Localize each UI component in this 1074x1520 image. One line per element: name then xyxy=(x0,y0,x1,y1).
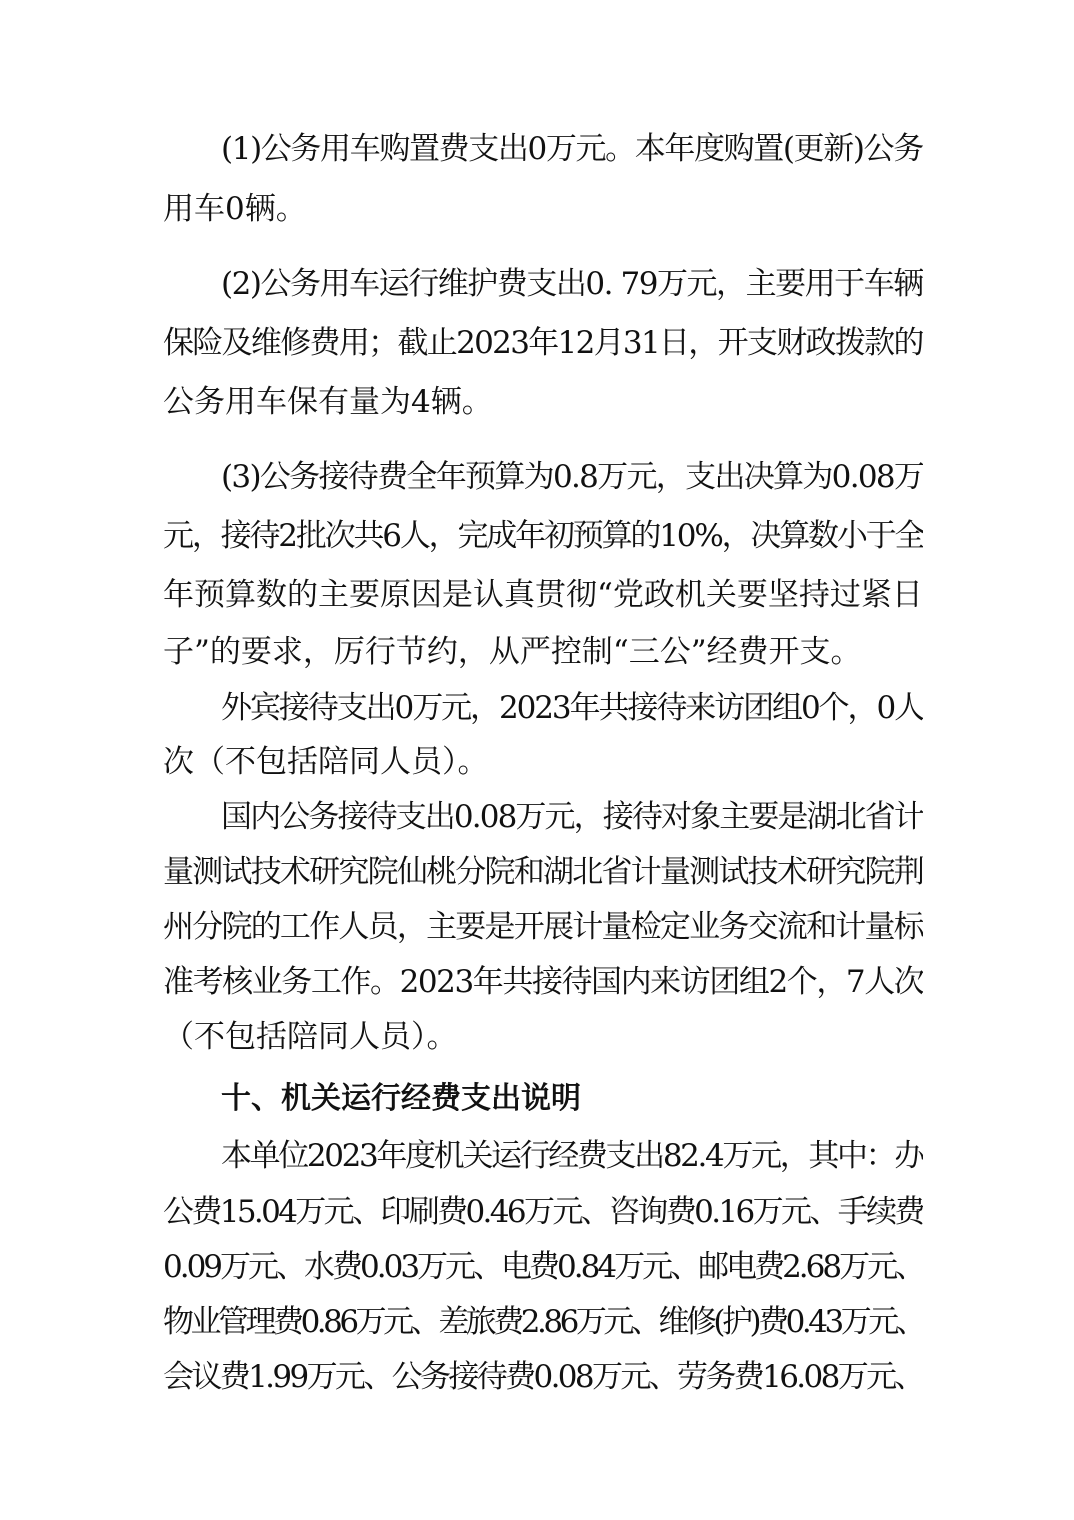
paragraph-line: 会议费1.99万元、公务接待费0.08万元、劳务费16.08万元、 xyxy=(163,1359,923,1395)
paragraph-line: 准考核业务工作。2023年共接待国内来访团组2个，7人次 xyxy=(163,964,923,1000)
paragraph-line: 子”的要求，厉行节约，从严控制“三公”经费开支。 xyxy=(163,634,862,670)
paragraph-line: 量测试技术研究院仙桃分院和湖北省计量测试技术研究院荆 xyxy=(163,854,923,890)
paragraph-line: 次（不包括陪同人员）。 xyxy=(163,744,489,780)
paragraph-line: (2)公务用车运行维护费支出0. 79万元，主要用于车辆 xyxy=(221,266,923,302)
paragraph-line: 0.09万元、水费0.03万元、电费0.84万元、邮电费2.68万元、 xyxy=(163,1249,923,1285)
paragraph-line: 元，接待2批次共6人，完成年初预算的10%，决算数小于全 xyxy=(163,518,923,554)
paragraph-line: 公务用车保有量为4辆。 xyxy=(163,384,493,420)
paragraph-line: （不包括陪同人员）。 xyxy=(163,1019,458,1055)
paragraph-line: 物业管理费0.86万元、差旅费2.86万元、维修(护)费0.43万元、 xyxy=(163,1304,923,1340)
paragraph-line: 保险及维修费用；截止2023年12月31日，开支财政拨款的 xyxy=(163,325,923,361)
paragraph-line: 州分院的工作人员，主要是开展计量检定业务交流和计量标 xyxy=(163,909,923,945)
section-heading: 十、机关运行经费支出说明 xyxy=(221,1081,581,1116)
paragraph-line: (1)公务用车购置费支出0万元。本年度购置(更新)公务 xyxy=(221,131,923,167)
paragraph-line: 用车0辆。 xyxy=(163,191,307,227)
paragraph-line: 年预算数的主要原因是认真贯彻“党政机关要坚持过紧日 xyxy=(163,577,923,613)
paragraph-line: 本单位2023年度机关运行经费支出82.4万元，其中：办 xyxy=(221,1138,923,1174)
paragraph-line: 公费15.04万元、印刷费0.46万元、咨询费0.16万元、手续费 xyxy=(163,1194,923,1230)
paragraph-line: 外宾接待支出0万元，2023年共接待来访团组0个，0人 xyxy=(221,690,923,726)
paragraph-line: 国内公务接待支出0.08万元，接待对象主要是湖北省计 xyxy=(221,799,923,835)
paragraph-line: (3)公务接待费全年预算为0.8万元，支出决算为0.08万 xyxy=(221,459,923,495)
